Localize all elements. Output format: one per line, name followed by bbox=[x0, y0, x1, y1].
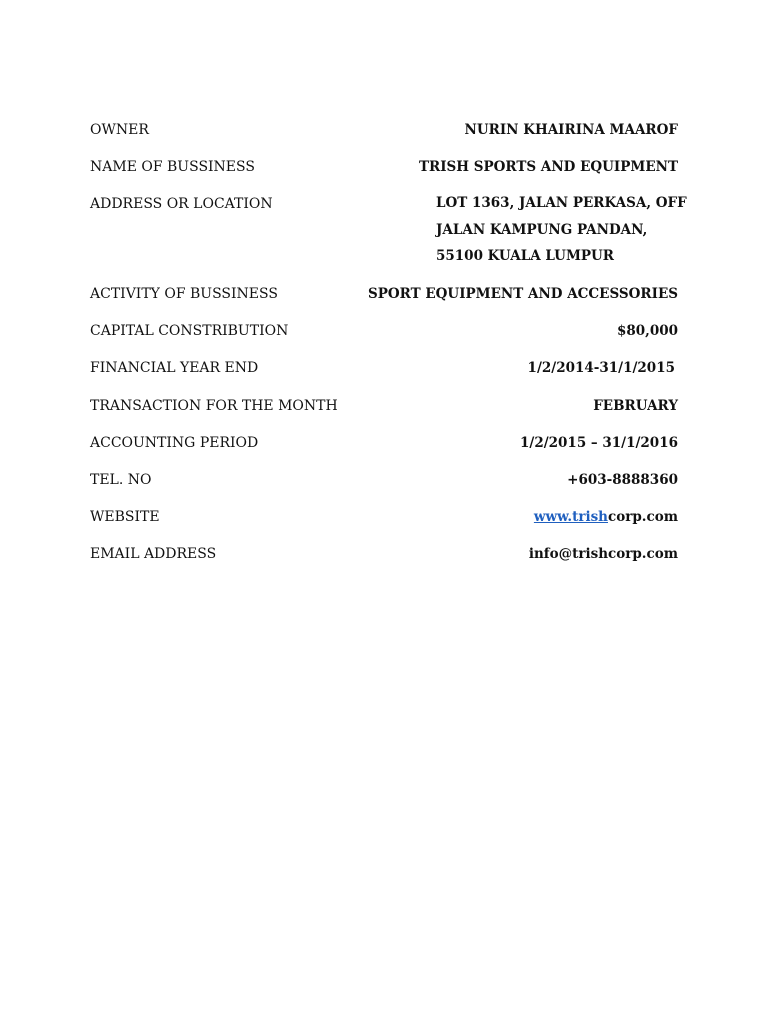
email-label: EMAIL ADDRESS bbox=[90, 546, 217, 562]
business-name-label: NAME OF BUSSINESS bbox=[90, 159, 255, 175]
transaction-month-label: TRANSACTION FOR THE MONTH bbox=[90, 398, 338, 414]
tel-value: +603-8888360 bbox=[567, 472, 678, 488]
address-line-2: JALAN KAMPUNG PANDAN, bbox=[436, 221, 648, 238]
activity-label: ACTIVITY OF BUSSINESS bbox=[90, 286, 278, 302]
website-link[interactable]: www.trish bbox=[533, 509, 608, 525]
financial-year-end-value: 1/2/2014-31/1/2015 bbox=[527, 360, 675, 376]
address-value bbox=[436, 190, 687, 270]
financial-year-end-label: FINANCIAL YEAR END bbox=[90, 360, 259, 376]
owner-value: NURIN KHAIRINA MAAROF bbox=[464, 122, 678, 138]
address-row bbox=[90, 195, 687, 264]
business-name-row bbox=[90, 159, 678, 181]
email-value: info@trishcorp.com bbox=[528, 546, 678, 562]
address-line-1: LOT 1363, JALAN PERKASA, OFF bbox=[436, 195, 687, 211]
activity-row bbox=[90, 286, 678, 308]
email-row bbox=[90, 546, 678, 568]
capital-label: CAPITAL CONSTRIBUTION bbox=[90, 323, 289, 339]
owner-row bbox=[90, 122, 678, 144]
business-name-value: TRISH SPORTS AND EQUIPMENT bbox=[418, 159, 678, 175]
website-row bbox=[90, 509, 678, 531]
activity-value: SPORT EQUIPMENT AND ACCESSORIES bbox=[367, 286, 678, 302]
website-label: WEBSITE bbox=[90, 509, 160, 525]
capital-value: $80,000 bbox=[616, 323, 678, 339]
owner-label: OWNER bbox=[90, 122, 149, 138]
tel-label: TEL. NO bbox=[90, 472, 152, 488]
address-line-3: 55100 KUALA LUMPUR bbox=[436, 248, 615, 264]
capital-row bbox=[90, 323, 678, 345]
website-value bbox=[534, 509, 678, 525]
accounting-period-row bbox=[90, 435, 678, 457]
website-domain-suffix: corp.com bbox=[608, 509, 678, 525]
address-label: ADDRESS OR LOCATION bbox=[90, 196, 273, 212]
tel-row bbox=[90, 472, 678, 494]
transaction-month-row bbox=[90, 398, 678, 420]
transaction-month-value: FEBRUARY bbox=[593, 398, 678, 414]
accounting-period-label: ACCOUNTING PERIOD bbox=[90, 435, 259, 451]
financial-year-end-row bbox=[90, 360, 678, 382]
accounting-period-value: 1/2/2015 – 31/1/2016 bbox=[520, 435, 678, 451]
